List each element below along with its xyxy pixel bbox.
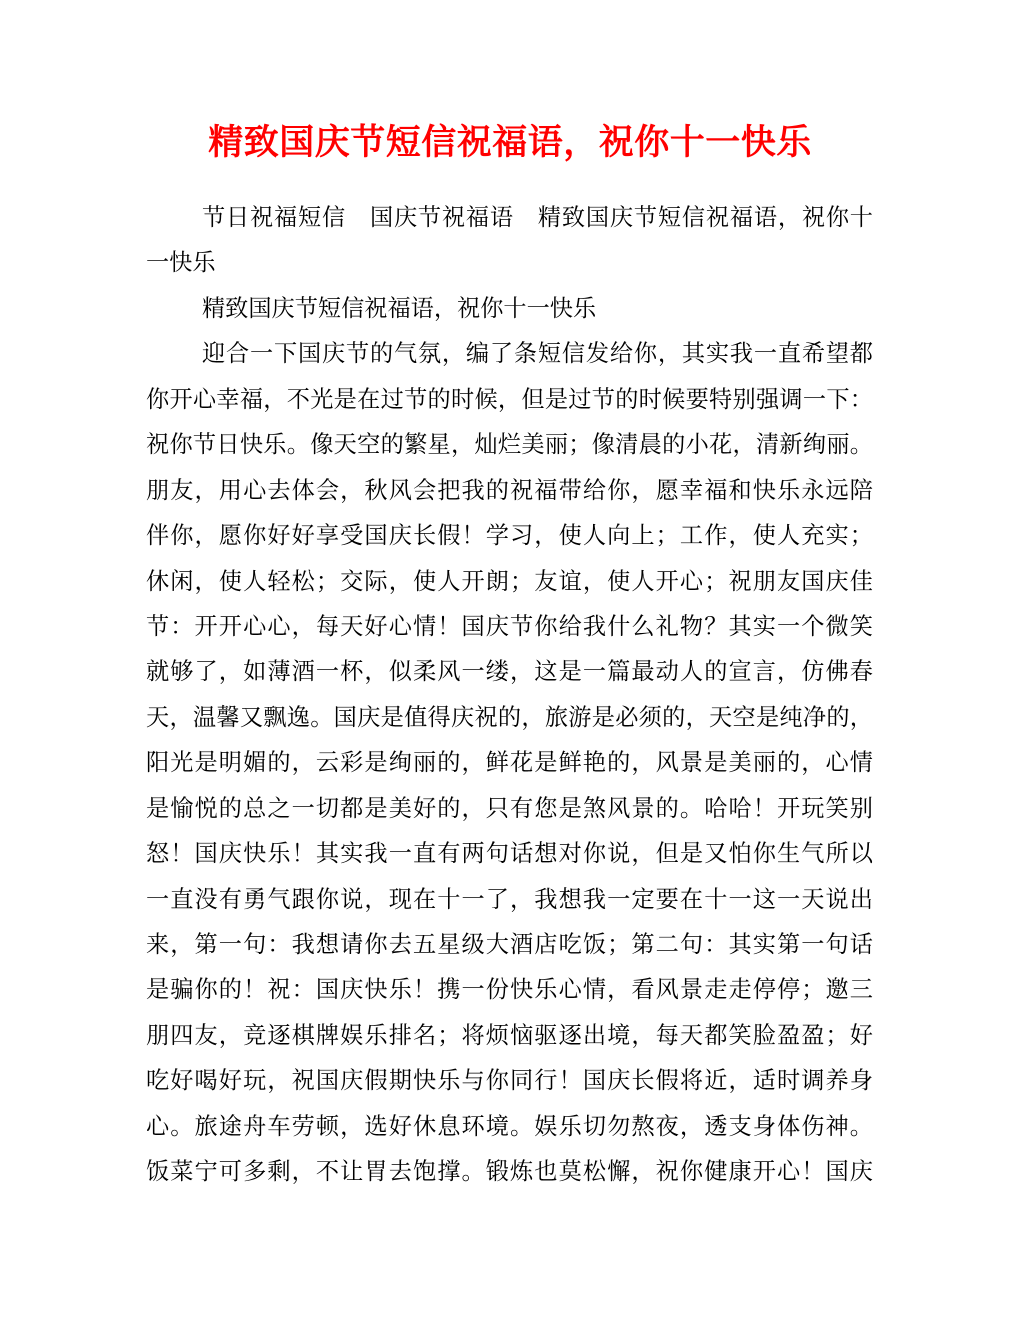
text-line: 朋友，用心去体会，秋风会把我的祝福带给你，愿幸福和快乐永远陪 [146, 477, 873, 504]
text-line: 朋四友，竞逐棋牌娱乐排名；将烦恼驱逐出境，每天都笑脸盈盈；好 [146, 1022, 873, 1049]
text-line: 心。旅途舟车劳顿，选好休息环境。娱乐切勿熬夜，透支身体伤神。 [146, 1113, 873, 1140]
text-line: 祝你节日快乐。像天空的繁星，灿烂美丽；像清晨的小花，清新绚丽。 [146, 432, 873, 459]
text-line: 是骗你的！祝：国庆快乐！携一份快乐心情，看风景走走停停；邀三 [146, 977, 873, 1004]
text-line: 迎合一下国庆节的气氛，编了条短信发给你，其实我一直希望都 [202, 341, 873, 368]
text-line: 来，第一句：我想请你去五星级大酒店吃饭；第二句：其实第一句话 [146, 932, 873, 958]
text-line: 精致国庆节短信祝福语，祝你十一快乐 [202, 295, 597, 322]
text-line: 天，温馨又飘逸。国庆是值得庆祝的，旅游是必须的，天空是纯净的， [146, 704, 873, 731]
text-line: 怒！国庆快乐！其实我一直有两句话想对你说，但是又怕你生气所以 [146, 841, 873, 868]
text-line: 你开心幸福，不光是在过节的时候，但是过节的时候要特别强调一下： [146, 386, 873, 413]
text-line: 休闲，使人轻松；交际，使人开朗；友谊，使人开心；祝朋友国庆佳 [146, 568, 873, 595]
text-line: 是愉悦的总之一切都是美好的，只有您是煞风景的。哈哈！开玩笑别 [146, 795, 873, 822]
text-line: 节日祝福短信 国庆节祝福语 精致国庆节短信祝福语，祝你十 [202, 205, 873, 231]
text-line: 就够了，如薄酒一杯，似柔风一缕，这是一篇最动人的宣言，仿佛春 [146, 659, 873, 686]
document-title: 精致国庆节短信祝福语，祝你十一快乐 [208, 123, 812, 162]
text-line: 吃好喝好玩，祝国庆假期快乐与你同行！国庆长假将近，适时调养身 [146, 1068, 873, 1095]
text-line: 饭菜宁可多剩，不让胃去饱撑。锻炼也莫松懈，祝你健康开心！国庆 [146, 1159, 873, 1186]
text-line: 一快乐 [146, 250, 216, 277]
document-body [146, 196, 873, 1196]
text-line: 阳光是明媚的，云彩是绚丽的，鲜花是鲜艳的，风景是美丽的，心情 [146, 750, 873, 777]
text-line: 一直没有勇气跟你说，现在十一了，我想我一定要在十一这一天说出 [146, 886, 873, 913]
text-line: 伴你，愿你好好享受国庆长假！学习，使人向上；工作，使人充实； [146, 523, 873, 550]
text-line: 节：开开心心，每天好心情！国庆节你给我什么礼物？其实一个微笑 [146, 613, 873, 640]
